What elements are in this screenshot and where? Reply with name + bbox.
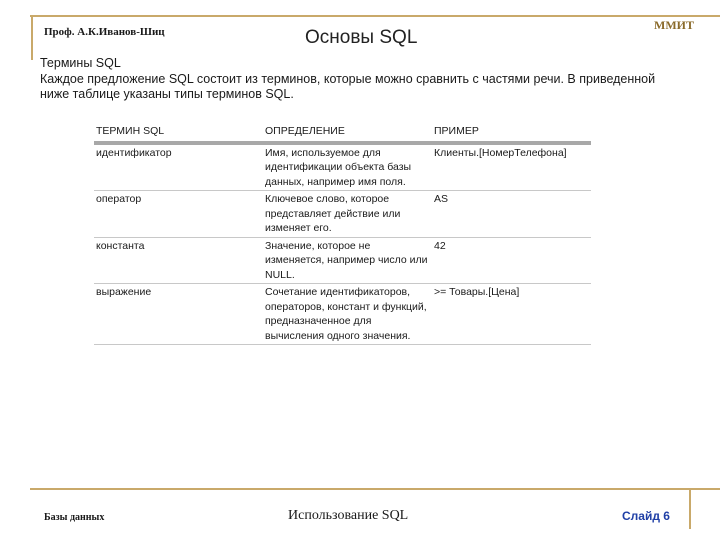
cell-definition: Имя, используемое для идентификации объекта базы данных, например имя поля.	[263, 143, 432, 191]
org-label: ММИТ	[654, 18, 694, 32]
author-name: Проф. А.К.Иванов-Шиц	[44, 26, 165, 38]
slide-number: Слайд 6	[622, 509, 670, 523]
table-row	[94, 284, 591, 345]
cell-term: идентификатор	[94, 143, 263, 191]
table-row	[94, 237, 591, 284]
table-header-row	[94, 123, 591, 143]
footer-course: Базы данных	[44, 512, 105, 523]
bottom-rule	[30, 488, 720, 490]
cell-definition: Ключевое слово, которое представляет действие или изменяет его.	[263, 191, 432, 238]
cell-example: >= Товары.[Цена]	[432, 284, 591, 345]
cell-term: выражение	[94, 284, 263, 345]
top-rule	[30, 15, 720, 17]
intro-text: Каждое предложение SQL состоит из терминов, которые можно сравнить с частями речи. В приведенной ниже таблице указаны типы терминов SQL.	[40, 72, 656, 101]
cell-term: константа	[94, 237, 263, 284]
cell-example: 42	[432, 237, 591, 284]
cell-example: AS	[432, 191, 591, 238]
cell-definition: Значение, которое не изменяется, например число или NULL.	[263, 237, 432, 284]
header-term: ТЕРМИН SQL	[94, 123, 263, 143]
footer-topic: Использование SQL	[288, 508, 409, 523]
table-row	[94, 143, 591, 191]
header-definition: ОПРЕДЕЛЕНИЕ	[263, 123, 432, 143]
right-rule	[689, 489, 691, 529]
left-rule	[31, 15, 33, 60]
section-heading: Термины SQL	[40, 56, 121, 70]
header-example: ПРИМЕР	[432, 123, 591, 143]
slide-title: Основы SQL	[305, 27, 418, 48]
cell-definition: Сочетание идентификаторов, операторов, констант и функций, предназначенное для вычисления одного значения.	[263, 284, 432, 345]
terms-table	[94, 123, 591, 345]
table-row	[94, 191, 591, 238]
cell-example: Клиенты.[НомерТелефона]	[432, 143, 591, 191]
cell-term: оператор	[94, 191, 263, 238]
